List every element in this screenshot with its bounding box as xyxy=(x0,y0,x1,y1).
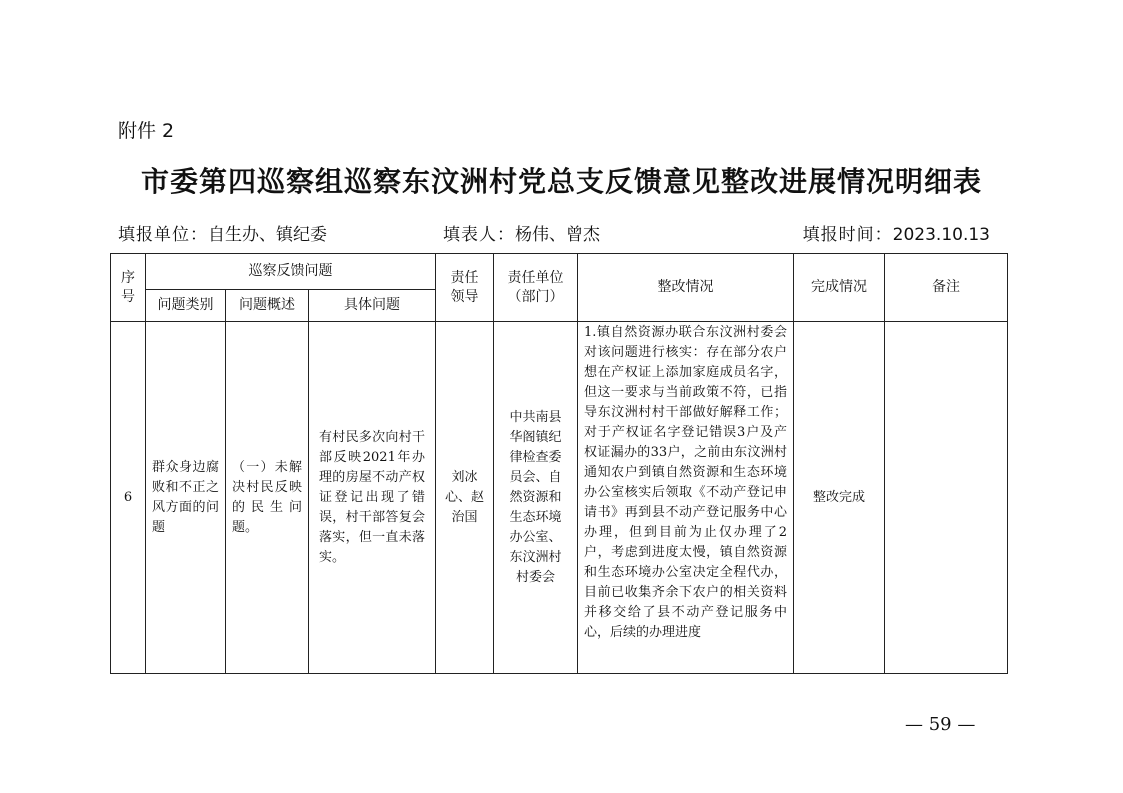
filler-value: 杨伟、曾杰 xyxy=(515,225,600,245)
attachment-label: 附件 2 xyxy=(118,120,175,142)
fill-unit-value: 自生办、镇纪委 xyxy=(208,225,327,245)
fill-unit-label: 填报单位： xyxy=(118,225,208,245)
header-rectification: 整改情况 xyxy=(578,254,794,322)
header-completion: 完成情况 xyxy=(794,254,885,322)
page-number: — 59 — xyxy=(905,714,976,735)
header-row-1 xyxy=(111,254,1008,290)
header-remarks: 备注 xyxy=(885,254,1008,322)
table-row xyxy=(111,322,1008,674)
cell-responsible-leader: 刘冰心、赵治国 xyxy=(436,322,494,674)
cell-problem-category: 群众身边腐败和不正之风方面的问题 xyxy=(146,322,226,674)
cell-responsible-unit: 中共南县华阁镇纪律检查委员会、自然资源和生态环境办公室、东汶洲村村委会 xyxy=(494,322,578,674)
header-responsible-leader: 责任领导 xyxy=(436,254,494,322)
fill-time-label: 填报时间： xyxy=(802,225,893,245)
meta-fill-time xyxy=(803,220,990,245)
header-specific-problem: 具体问题 xyxy=(309,290,436,322)
header-problem-overview: 问题概述 xyxy=(226,290,309,322)
meta-fill-unit xyxy=(118,220,327,245)
cell-specific-problem: 有村民多次向村干部反映2021年办理的房屋不动产权证登记出现了错误，村干部答复会落实，但一直未落实。 xyxy=(309,322,436,674)
header-inspection-feedback: 巡察反馈问题 xyxy=(146,254,436,290)
header-problem-category: 问题类别 xyxy=(146,290,226,322)
fill-time-value: 2023.10.13 xyxy=(892,225,990,245)
rectification-table xyxy=(110,253,1008,674)
document-title: 市委第四巡察组巡察东汶洲村党总支反馈意见整改进展情况明细表 xyxy=(140,165,982,198)
header-seq: 序号 xyxy=(111,254,146,322)
cell-remarks xyxy=(885,322,1008,674)
cell-seq: 6 xyxy=(111,322,146,674)
cell-completion: 整改完成 xyxy=(794,322,885,674)
header-responsible-unit: 责任单位（部门） xyxy=(494,254,578,322)
cell-rectification: 1.镇自然资源办联合东汶洲村委会对该问题进行核实：存在部分农户想在产权证上添加家庭成员名字，但这一要求与当前政策不符，已指导东汶洲村村干部做好解释工作；对于产权证名字登记错误3户及产权证漏办的33户，之前由东汶洲村通知农户到镇自然资源和生态环境办公室核实后领取《不动产登记申请书》再到县不动产登记服务中心办理，但到目前为止仅办理了2户，考虑到进度太慢，镇自然资源和生态环境办公室决定全程代办，目前已收集齐余下农户的相关资料并移交给了县不动产登记服务中心，后续的办理进度 xyxy=(578,322,794,674)
cell-problem-overview: （一）未解决村民反映的民生问题。 xyxy=(226,322,309,674)
filler-label: 填表人： xyxy=(443,225,515,245)
meta-filler xyxy=(443,220,600,245)
